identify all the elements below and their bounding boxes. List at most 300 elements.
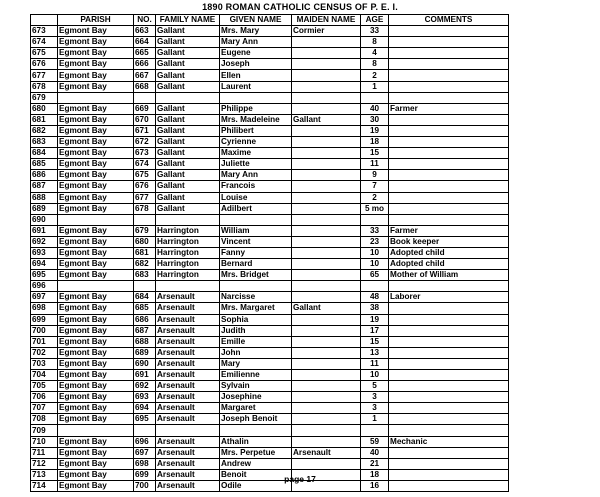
no-cell: 689 (134, 347, 156, 358)
comments-cell: Book keeper (389, 236, 509, 247)
parish-cell: Egmont Bay (58, 81, 134, 92)
comments-cell: Farmer (389, 103, 509, 114)
given-name-cell: Mrs. Perpetue (220, 447, 292, 458)
row-number-cell: 687 (31, 181, 58, 192)
family-name-cell: Gallant (156, 170, 220, 181)
no-cell: 665 (134, 48, 156, 59)
no-cell: 668 (134, 81, 156, 92)
family-name-cell: Gallant (156, 148, 220, 159)
age-cell: 3 (361, 403, 389, 414)
no-cell (134, 281, 156, 292)
row-number-cell: 692 (31, 236, 58, 247)
row-number-cell: 685 (31, 159, 58, 170)
row-number-cell: 696 (31, 281, 58, 292)
family-name-cell: Gallant (156, 59, 220, 70)
given-name-cell: William (220, 225, 292, 236)
parish-cell: Egmont Bay (58, 59, 134, 70)
parish-cell: Egmont Bay (58, 70, 134, 81)
table-row (31, 403, 509, 414)
given-name-cell (220, 92, 292, 103)
no-cell: 667 (134, 70, 156, 81)
given-name-cell: Louise (220, 192, 292, 203)
no-cell: 671 (134, 125, 156, 136)
parish-cell: Egmont Bay (58, 480, 134, 491)
comments-cell (389, 92, 509, 103)
row-number-cell: 707 (31, 403, 58, 414)
row-number-cell: 713 (31, 469, 58, 480)
parish-cell: Egmont Bay (58, 181, 134, 192)
maiden-name-cell (292, 270, 361, 281)
comments-cell (389, 447, 509, 458)
given-name-cell: Bernard (220, 259, 292, 270)
age-cell: 18 (361, 469, 389, 480)
age-cell: 40 (361, 103, 389, 114)
table-row (31, 314, 509, 325)
no-cell: 678 (134, 203, 156, 214)
comments-cell (389, 303, 509, 314)
age-cell: 15 (361, 336, 389, 347)
no-cell: 672 (134, 137, 156, 148)
maiden-name-cell: Arsenault (292, 447, 361, 458)
family-name-cell: Arsenault (156, 314, 220, 325)
parish-cell: Egmont Bay (58, 192, 134, 203)
row-number-cell: 686 (31, 170, 58, 181)
age-cell: 65 (361, 270, 389, 281)
maiden-name-cell: Gallant (292, 114, 361, 125)
age-cell: 5 mo (361, 203, 389, 214)
comments-cell (389, 403, 509, 414)
table-row (31, 181, 509, 192)
parish-cell: Egmont Bay (58, 458, 134, 469)
table-row (31, 81, 509, 92)
parish-cell: Egmont Bay (58, 114, 134, 125)
comments-cell (389, 159, 509, 170)
table-row (31, 92, 509, 103)
row-number-cell: 714 (31, 480, 58, 491)
given-name-cell (220, 281, 292, 292)
maiden-name-cell (292, 148, 361, 159)
family-name-cell: Gallant (156, 70, 220, 81)
table-row (31, 148, 509, 159)
given-name-cell: Narcisse (220, 292, 292, 303)
parish-cell: Egmont Bay (58, 392, 134, 403)
age-cell: 5 (361, 381, 389, 392)
no-cell: 693 (134, 392, 156, 403)
row-number-cell: 693 (31, 247, 58, 258)
given-name-cell (220, 425, 292, 436)
parish-cell: Egmont Bay (58, 159, 134, 170)
family-name-cell (156, 281, 220, 292)
age-cell: 40 (361, 447, 389, 458)
no-cell: 688 (134, 336, 156, 347)
given-name-cell: Emille (220, 336, 292, 347)
table-row (31, 48, 509, 59)
given-name-cell: Judith (220, 325, 292, 336)
no-cell: 696 (134, 436, 156, 447)
given-name-cell: Mary Ann (220, 37, 292, 48)
no-cell: 669 (134, 103, 156, 114)
maiden-name-cell (292, 381, 361, 392)
comments-cell (389, 181, 509, 192)
parish-cell: Egmont Bay (58, 259, 134, 270)
table-row (31, 247, 509, 258)
comments-cell (389, 381, 509, 392)
row-number-cell: 712 (31, 458, 58, 469)
row-number-cell: 697 (31, 292, 58, 303)
given-name-cell: Vincent (220, 236, 292, 247)
maiden-name-cell (292, 370, 361, 381)
no-cell: 694 (134, 403, 156, 414)
row-number-cell: 681 (31, 114, 58, 125)
table-row (31, 447, 509, 458)
table-row (31, 170, 509, 181)
table-row (31, 114, 509, 125)
given-name-cell: Maxime (220, 148, 292, 159)
parish-cell: Egmont Bay (58, 48, 134, 59)
parish-cell: Egmont Bay (58, 314, 134, 325)
row-number-cell: 710 (31, 436, 58, 447)
given-name-cell: Adilbert (220, 203, 292, 214)
page-title: 1890 ROMAN CATHOLIC CENSUS OF P. E. I. (202, 2, 398, 12)
comments-cell (389, 114, 509, 125)
maiden-name-cell (292, 192, 361, 203)
row-number-cell: 677 (31, 70, 58, 81)
row-number-cell: 688 (31, 192, 58, 203)
row-number-cell: 695 (31, 270, 58, 281)
age-cell (361, 214, 389, 225)
age-cell: 2 (361, 70, 389, 81)
age-cell: 16 (361, 480, 389, 491)
comments-cell (389, 59, 509, 70)
no-cell: 670 (134, 114, 156, 125)
given-name-cell: Cyrienne (220, 137, 292, 148)
row-number-cell: 705 (31, 381, 58, 392)
row-number-cell: 674 (31, 37, 58, 48)
family-name-cell: Arsenault (156, 447, 220, 458)
table-row (31, 325, 509, 336)
maiden-name-cell (292, 425, 361, 436)
page-number: page 17 (284, 474, 316, 484)
row-number-cell: 673 (31, 26, 58, 37)
maiden-name-cell (292, 436, 361, 447)
age-cell: 18 (361, 137, 389, 148)
age-cell: 23 (361, 236, 389, 247)
no-cell: 699 (134, 469, 156, 480)
table-row (31, 347, 509, 358)
comments-cell (389, 125, 509, 136)
maiden-name-cell (292, 125, 361, 136)
comments-cell (389, 325, 509, 336)
given-name-cell: Joseph Benoit (220, 414, 292, 425)
parish-cell: Egmont Bay (58, 381, 134, 392)
no-cell: 674 (134, 159, 156, 170)
given-name-cell: John (220, 347, 292, 358)
comments-cell: Adopted child (389, 259, 509, 270)
comments-cell (389, 414, 509, 425)
no-cell: 663 (134, 26, 156, 37)
row-number-cell: 684 (31, 148, 58, 159)
given-name-cell: Mrs. Margaret (220, 303, 292, 314)
given-name-cell: Philibert (220, 125, 292, 136)
row-number-cell: 680 (31, 103, 58, 114)
given-name-cell: Emilienne (220, 370, 292, 381)
table-row (31, 37, 509, 48)
parish-cell: Egmont Bay (58, 436, 134, 447)
row-number-cell: 704 (31, 370, 58, 381)
age-cell (361, 281, 389, 292)
row-number-cell: 706 (31, 392, 58, 403)
comments-cell (389, 347, 509, 358)
age-cell: 4 (361, 48, 389, 59)
maiden-name-cell (292, 181, 361, 192)
parish-cell: Egmont Bay (58, 358, 134, 369)
given-name-cell: Laurent (220, 81, 292, 92)
family-name-cell: Arsenault (156, 292, 220, 303)
family-name-cell: Arsenault (156, 303, 220, 314)
comments-cell (389, 148, 509, 159)
comments-cell: Farmer (389, 225, 509, 236)
age-cell: 19 (361, 125, 389, 136)
comments-cell (389, 48, 509, 59)
no-cell: 676 (134, 181, 156, 192)
parish-cell: Egmont Bay (58, 247, 134, 258)
given-name-cell: Odile (220, 480, 292, 491)
table-body (31, 26, 509, 492)
table-row (31, 414, 509, 425)
no-cell: 691 (134, 370, 156, 381)
parish-cell: Egmont Bay (58, 370, 134, 381)
no-cell: 682 (134, 259, 156, 270)
age-cell: 33 (361, 26, 389, 37)
maiden-name-cell: Gallant (292, 303, 361, 314)
age-cell: 13 (361, 347, 389, 358)
family-name-cell: Gallant (156, 81, 220, 92)
family-name-cell: Harrington (156, 247, 220, 258)
maiden-name-cell (292, 314, 361, 325)
maiden-name-cell (292, 70, 361, 81)
age-cell (361, 425, 389, 436)
row-number-cell: 694 (31, 259, 58, 270)
table-row (31, 270, 509, 281)
age-cell: 21 (361, 458, 389, 469)
no-cell: 681 (134, 247, 156, 258)
maiden-name-cell (292, 103, 361, 114)
family-name-cell: Gallant (156, 203, 220, 214)
no-cell: 692 (134, 381, 156, 392)
parish-cell: Egmont Bay (58, 170, 134, 181)
table-row (31, 192, 509, 203)
age-cell: 1 (361, 414, 389, 425)
comments-cell: Adopted child (389, 247, 509, 258)
age-cell: 11 (361, 159, 389, 170)
table-row (31, 159, 509, 170)
given-name-cell: Mrs. Bridget (220, 270, 292, 281)
age-cell: 10 (361, 259, 389, 270)
comments-cell: Mother of William (389, 270, 509, 281)
family-name-cell: Arsenault (156, 480, 220, 491)
parish-header: PARISH (58, 15, 134, 26)
table-row (31, 392, 509, 403)
family-name-cell: Gallant (156, 103, 220, 114)
parish-cell: Egmont Bay (58, 236, 134, 247)
age-cell: 10 (361, 247, 389, 258)
given-name-cell: Josephine (220, 392, 292, 403)
parish-cell: Egmont Bay (58, 37, 134, 48)
parish-cell: Egmont Bay (58, 325, 134, 336)
maiden-name-cell (292, 358, 361, 369)
parish-cell: Egmont Bay (58, 292, 134, 303)
family-name-cell: Arsenault (156, 458, 220, 469)
table-row (31, 26, 509, 37)
maiden-name-cell (292, 292, 361, 303)
family-name-cell: Arsenault (156, 370, 220, 381)
given-name-cell: Ellen (220, 70, 292, 81)
comments-cell: Laborer (389, 292, 509, 303)
maiden-name-cell (292, 225, 361, 236)
maiden-name-cell (292, 259, 361, 270)
table-row (31, 336, 509, 347)
row-number-cell: 682 (31, 125, 58, 136)
row-number-cell: 678 (31, 81, 58, 92)
comments-cell (389, 358, 509, 369)
family-name-cell (156, 425, 220, 436)
age-cell: 30 (361, 114, 389, 125)
age-cell: 1 (361, 81, 389, 92)
parish-cell: Egmont Bay (58, 447, 134, 458)
parish-cell: Egmont Bay (58, 414, 134, 425)
maiden-name-cell (292, 392, 361, 403)
parish-cell: Egmont Bay (58, 103, 134, 114)
parish-cell (58, 425, 134, 436)
no-cell: 680 (134, 236, 156, 247)
family-name-cell: Harrington (156, 270, 220, 281)
table-row (31, 281, 509, 292)
no-cell: 684 (134, 292, 156, 303)
table-row (31, 225, 509, 236)
row-number-cell: 689 (31, 203, 58, 214)
parish-cell: Egmont Bay (58, 26, 134, 37)
no-cell: 687 (134, 325, 156, 336)
maiden-name-cell (292, 281, 361, 292)
comments-cell (389, 81, 509, 92)
parish-cell: Egmont Bay (58, 148, 134, 159)
family-name-cell: Gallant (156, 192, 220, 203)
maiden-name-cell (292, 347, 361, 358)
comments-cell: Mechanic (389, 436, 509, 447)
comments-cell (389, 214, 509, 225)
table-row (31, 303, 509, 314)
age-cell: 2 (361, 192, 389, 203)
table-row (31, 59, 509, 70)
family-name-cell: Gallant (156, 114, 220, 125)
no-cell: 664 (134, 37, 156, 48)
comments-cell (389, 370, 509, 381)
given-name-cell: Sophia (220, 314, 292, 325)
age-cell: 3 (361, 392, 389, 403)
family-name-cell: Gallant (156, 26, 220, 37)
no-cell: 675 (134, 170, 156, 181)
row-number-cell: 679 (31, 92, 58, 103)
given-name-cell: Benoit (220, 469, 292, 480)
given-name-cell: Philippe (220, 103, 292, 114)
table-row (31, 236, 509, 247)
given-name-cell: Mrs. Madeleine (220, 114, 292, 125)
no-cell: 698 (134, 458, 156, 469)
no-cell: 700 (134, 480, 156, 491)
family-name-cell: Gallant (156, 137, 220, 148)
comments-header: COMMENTS (389, 15, 509, 26)
comments-cell (389, 425, 509, 436)
row-number-cell: 702 (31, 347, 58, 358)
family-name-cell: Arsenault (156, 325, 220, 336)
family-name-cell: Harrington (156, 259, 220, 270)
maiden-name-cell (292, 403, 361, 414)
maiden-name-cell: Cormier (292, 26, 361, 37)
parish-cell: Egmont Bay (58, 203, 134, 214)
comments-cell (389, 137, 509, 148)
age-cell: 59 (361, 436, 389, 447)
row-number-cell: 709 (31, 425, 58, 436)
no-cell: 683 (134, 270, 156, 281)
parish-cell: Egmont Bay (58, 137, 134, 148)
row-number-cell: 701 (31, 336, 58, 347)
table-row (31, 381, 509, 392)
table-row (31, 436, 509, 447)
family-name-cell: Harrington (156, 236, 220, 247)
maiden-name-cell (292, 247, 361, 258)
row-number-cell: 683 (31, 137, 58, 148)
maiden-name-cell (292, 37, 361, 48)
maiden-name-cell (292, 336, 361, 347)
no-cell: 686 (134, 314, 156, 325)
parish-cell: Egmont Bay (58, 336, 134, 347)
parish-cell (58, 92, 134, 103)
given-name-cell: Mary (220, 358, 292, 369)
comments-cell (389, 70, 509, 81)
family-name-cell: Arsenault (156, 469, 220, 480)
no-header: NO. (134, 15, 156, 26)
family-name-cell (156, 214, 220, 225)
age-cell: 19 (361, 314, 389, 325)
table-row (31, 458, 509, 469)
family-name-cell: Arsenault (156, 347, 220, 358)
maiden-name-cell (292, 92, 361, 103)
row-number-cell: 711 (31, 447, 58, 458)
age-cell: 8 (361, 59, 389, 70)
table-row (31, 214, 509, 225)
maiden-name-cell (292, 137, 361, 148)
family-name-cell: Arsenault (156, 436, 220, 447)
age-header: AGE (361, 15, 389, 26)
table-row (31, 358, 509, 369)
maiden-name-header: MAIDEN NAME (292, 15, 361, 26)
age-cell: 33 (361, 225, 389, 236)
family-name-cell: Arsenault (156, 414, 220, 425)
age-cell: 7 (361, 181, 389, 192)
comments-cell (389, 170, 509, 181)
family-name-cell: Gallant (156, 37, 220, 48)
comments-cell (389, 192, 509, 203)
parish-cell: Egmont Bay (58, 469, 134, 480)
maiden-name-cell (292, 414, 361, 425)
maiden-name-cell (292, 59, 361, 70)
given-name-cell: Mrs. Mary (220, 26, 292, 37)
table-row (31, 125, 509, 136)
given-name-cell: Sylvain (220, 381, 292, 392)
given-name-cell: Mary Ann (220, 170, 292, 181)
no-cell: 695 (134, 414, 156, 425)
no-cell: 666 (134, 59, 156, 70)
